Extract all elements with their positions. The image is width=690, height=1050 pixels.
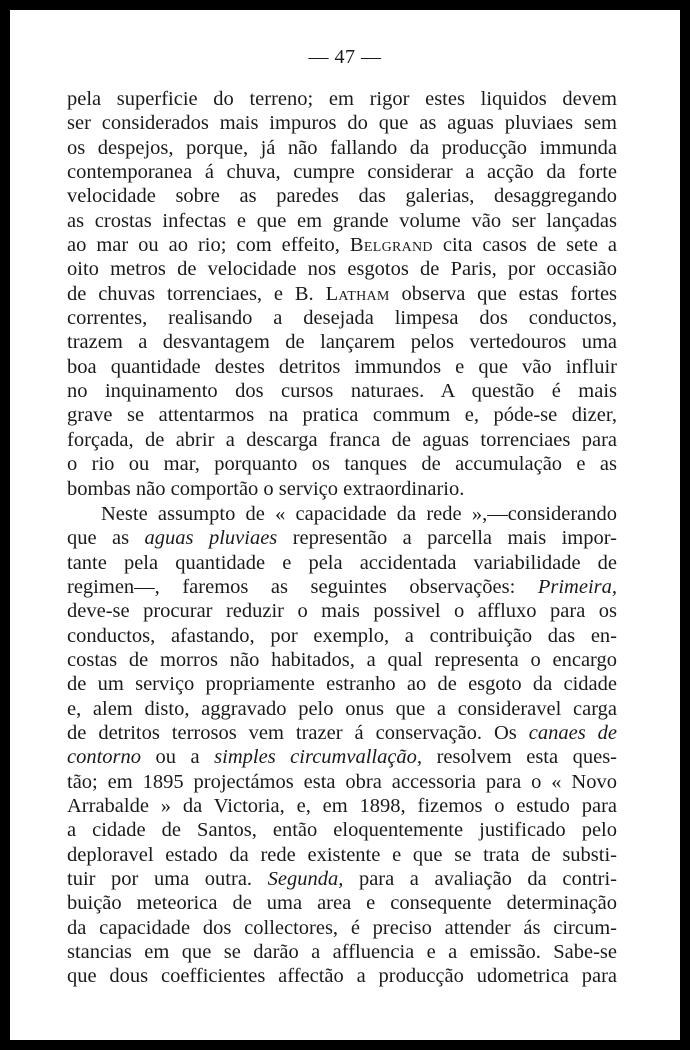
italic-term: Primeira,	[537, 575, 618, 598]
text-line: a cidade de Santos, então eloquentemente justificado pelo	[67, 819, 617, 842]
text-line	[67, 282, 617, 306]
text-line: grave se attentarmos na pratica commum e, póde-se dizer,	[67, 404, 617, 427]
text-fragment: regimen—, faremos as seguintes observações:	[67, 575, 516, 598]
text-line: no inquinamento dos cursos naturaes. A questão é mais	[67, 380, 617, 403]
body-text	[67, 87, 617, 989]
text-line: boa quantidade destes detritos immundos e que vão influir	[67, 355, 617, 378]
text-line: oito metros de velocidade nos esgotos de Paris, por occasião	[67, 258, 617, 281]
text-line: de um serviço propriamente estranho ao de esgoto da cidade	[67, 673, 617, 696]
italic-term: contorno	[67, 746, 142, 769]
text-line: bombas não comportão o serviço extraordinario.	[67, 477, 465, 500]
text-line: deploravel estado da rede existente e que se trata de substi-	[67, 843, 617, 866]
text-line: ser considerados mais impuros do que as aguas pluviaes sem	[67, 112, 617, 135]
text-fragment: representão a parcella mais impor-	[292, 527, 617, 550]
text-fragment: para a avaliação da contri-	[358, 868, 617, 890]
text-fragment: tuir por uma outra.	[67, 868, 253, 890]
text-line: buição meteorica de uma area e consequente determinação	[67, 892, 617, 915]
text-line: tante pela quantidade e pela accidentada variabilidade de	[67, 551, 617, 574]
text-line: o rio ou mar, porquanto os tanques de accumulação e as	[67, 453, 617, 476]
text-line	[67, 233, 617, 257]
text-line	[67, 721, 617, 745]
text-line: que dous coefficientes affectão a producção udometrica para	[67, 965, 617, 988]
book-page	[10, 10, 680, 1040]
text-line: pela superficie do terreno; em rigor estes liquidos devem	[67, 88, 617, 110]
text-line: stancias em que se darão a affluencia e a emissão. Sabe-se	[67, 941, 617, 964]
italic-term: aguas pluviaes	[144, 527, 278, 550]
author-name-latham: Latham	[325, 282, 390, 305]
text-line: da capacidade dos collectores, é preciso attender ás circum-	[67, 916, 617, 939]
italic-term: canaes de	[528, 721, 617, 744]
text-line: deve-se procurar reduzir o mais possivel o affluxo para os	[67, 600, 617, 623]
text-line	[67, 867, 617, 891]
text-fragment: que as	[67, 527, 130, 550]
author-name-belgrand: Belgrand	[349, 234, 433, 257]
text-fragment: ou a	[155, 746, 200, 769]
text-line: conductos, afastando, por exemplo, a contribuição das en-	[67, 624, 617, 647]
paragraph-2	[67, 502, 617, 989]
text-line: os despejos, porque, já não fallando da producção immunda	[67, 136, 617, 159]
text-line: trazem a desvantagem de lançarem pelos vertedouros uma	[67, 331, 617, 354]
italic-term: Segunda,	[267, 868, 344, 890]
text-line	[67, 745, 617, 769]
paragraph-1	[67, 87, 617, 501]
text-fragment: de chuvas torrenciaes, e B.	[67, 282, 314, 305]
text-fragment: ao mar ou ao rio; com effeito,	[67, 234, 340, 257]
text-line	[67, 575, 617, 599]
page-number: — 47 —	[308, 46, 382, 68]
text-line: forçada, de abrir a descarga franca de aguas torrenciaes para	[67, 428, 617, 451]
text-line: velocidade sobre as paredes das galerias, desaggregando	[67, 185, 617, 208]
text-line: tão; em 1895 projectámos esta obra accessoria para o « Novo	[67, 770, 617, 793]
text-fragment: de detritos terrosos vem trazer á conservação. Os	[67, 721, 517, 744]
text-line	[67, 526, 617, 550]
text-fragment: resolvem esta ques-	[436, 746, 618, 769]
text-line: costas de morros não habitados, a qual representa o encargo	[67, 648, 617, 671]
text-fragment: cita casos de sete a	[442, 234, 618, 257]
text-line: contemporanea á chuva, cumpre considerar a acção da forte	[67, 161, 617, 184]
text-line: as crostas infectas e que em grande volume vão ser lançadas	[67, 209, 617, 232]
text-line: Neste assumpto de « capacidade da rede »,—considerando	[101, 502, 617, 525]
text-line: e, alem disto, aggravado pelo onus que a consideravel carga	[67, 697, 617, 720]
text-line: Arrabalde » da Victoria, e, em 1898, fizemos o estudo para	[67, 794, 617, 817]
text-fragment: observa que estas fortes	[401, 282, 618, 305]
text-line: correntes, realisando a desejada limpesa dos conductos,	[67, 307, 617, 330]
italic-term: simples circumvallação,	[214, 746, 423, 769]
